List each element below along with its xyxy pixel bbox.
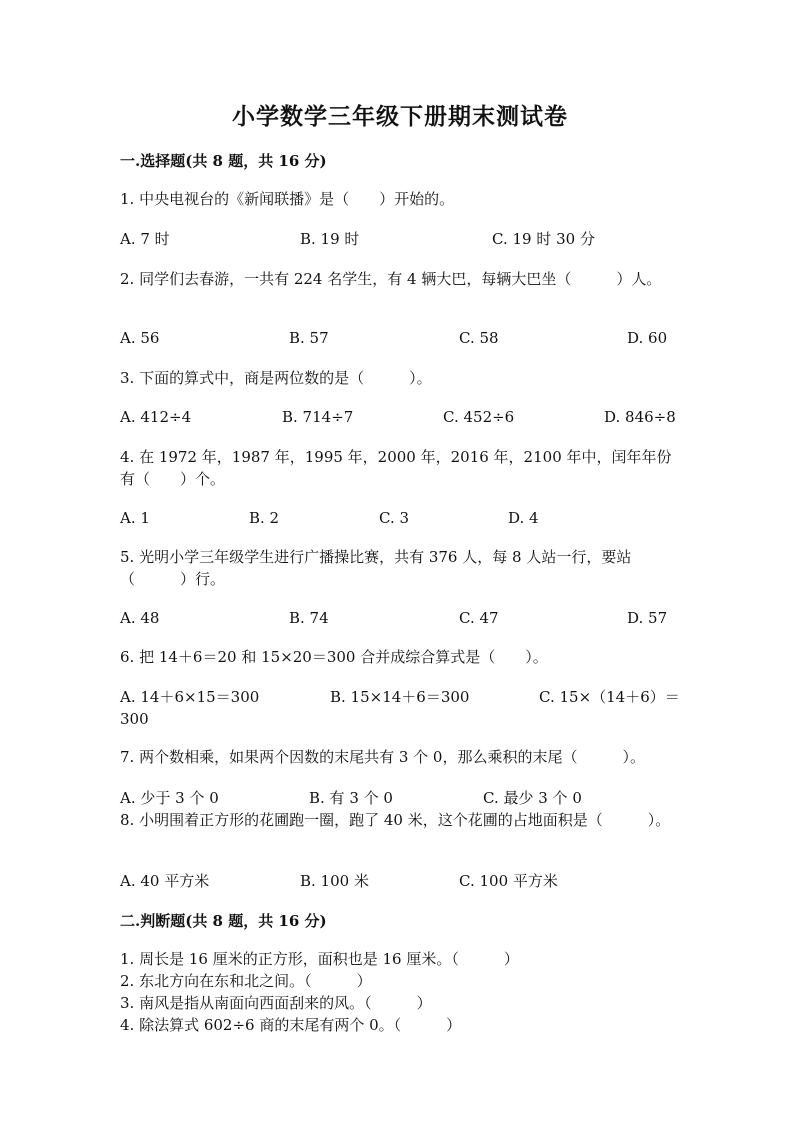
question-8: 8. 小明围着正方形的花圃跑一圈，跑了 40 米，这个花圃的占地面积是（ ）。 (120, 811, 671, 829)
judgement-2: 2. 东北方向在东和北之间。（ ） (120, 972, 372, 990)
option-6b: B. 15×14＋6＝300 (330, 688, 470, 706)
judgement-1: 1. 周长是 16 厘米的正方形，面积也是 16 厘米。（ ） (120, 950, 519, 968)
option-5c: C. 47 (459, 609, 499, 627)
option-5b: B. 74 (289, 609, 329, 627)
question-6: 6. 把 14＋6＝20 和 15×20＝300 合并成综合算式是（ ）。 (120, 648, 548, 666)
question-3: 3. 下面的算式中，商是两位数的是（ ）。 (120, 369, 432, 387)
option-6c: C. 15×（14＋6）＝ (539, 688, 680, 706)
question-7: 7. 两个数相乘，如果两个因数的末尾共有 3 个 0，那么乘积的末尾（ ）。 (120, 748, 645, 766)
option-2b: B. 57 (289, 329, 329, 347)
option-1b: B. 19 时 (300, 230, 360, 248)
option-1a: A. 7 时 (120, 230, 170, 248)
section-heading-judgement: 二.判断题(共 8 题，共 16 分) (120, 912, 327, 930)
option-4c: C. 3 (379, 509, 410, 527)
option-8b: B. 100 米 (300, 872, 369, 890)
option-8a: A. 40 平方米 (120, 872, 210, 890)
option-2a: A. 56 (120, 329, 160, 347)
option-4a: A. 1 (120, 509, 150, 527)
page-title: 小学数学三年级下册期末测试卷 (232, 103, 568, 130)
option-8c: C. 100 平方米 (459, 872, 558, 890)
option-4d: D. 4 (508, 509, 539, 527)
option-5a: A. 48 (120, 609, 160, 627)
option-2d: D. 60 (627, 329, 668, 347)
option-3c: C. 452÷6 (443, 408, 515, 426)
judgement-4: 4. 除法算式 602÷6 商的末尾有两个 0。（ ） (120, 1016, 462, 1034)
question-4: 4. 在 1972 年，1987 年，1995 年，2000 年，2016 年，2100 年中，闰年年份有（ ）个。 (120, 448, 672, 488)
option-2c: C. 58 (459, 329, 499, 347)
option-6a: A. 14＋6×15＝300 (120, 688, 260, 706)
question-2: 2. 同学们去春游，一共有 224 名学生，有 4 辆大巴，每辆大巴坐（ ）人。 (120, 270, 662, 288)
option-3a: A. 412÷4 (120, 408, 192, 426)
judgement-3: 3. 南风是指从南面向西面刮来的风。（ ） (120, 994, 432, 1012)
option-6c-continued: 300 (120, 710, 149, 728)
option-1c: C. 19 时 30 分 (492, 230, 595, 248)
option-3d: D. 846÷8 (604, 408, 676, 426)
option-5d: D. 57 (627, 609, 668, 627)
option-4b: B. 2 (249, 509, 280, 527)
option-3b: B. 714÷7 (282, 408, 354, 426)
option-7c: C. 最少 3 个 0 (483, 789, 582, 807)
section-heading-choice: 一.选择题(共 8 题，共 16 分) (120, 152, 327, 170)
question-1: 1. 中央电视台的《新闻联播》是（ ）开始的。 (120, 190, 455, 208)
question-5: 5. 光明小学三年级学生进行广播操比赛，共有 376 人，每 8 人站一行，要站（ ）行。 (120, 548, 632, 588)
option-7b: B. 有 3 个 0 (309, 789, 393, 807)
option-7a: A. 少于 3 个 0 (120, 789, 219, 807)
